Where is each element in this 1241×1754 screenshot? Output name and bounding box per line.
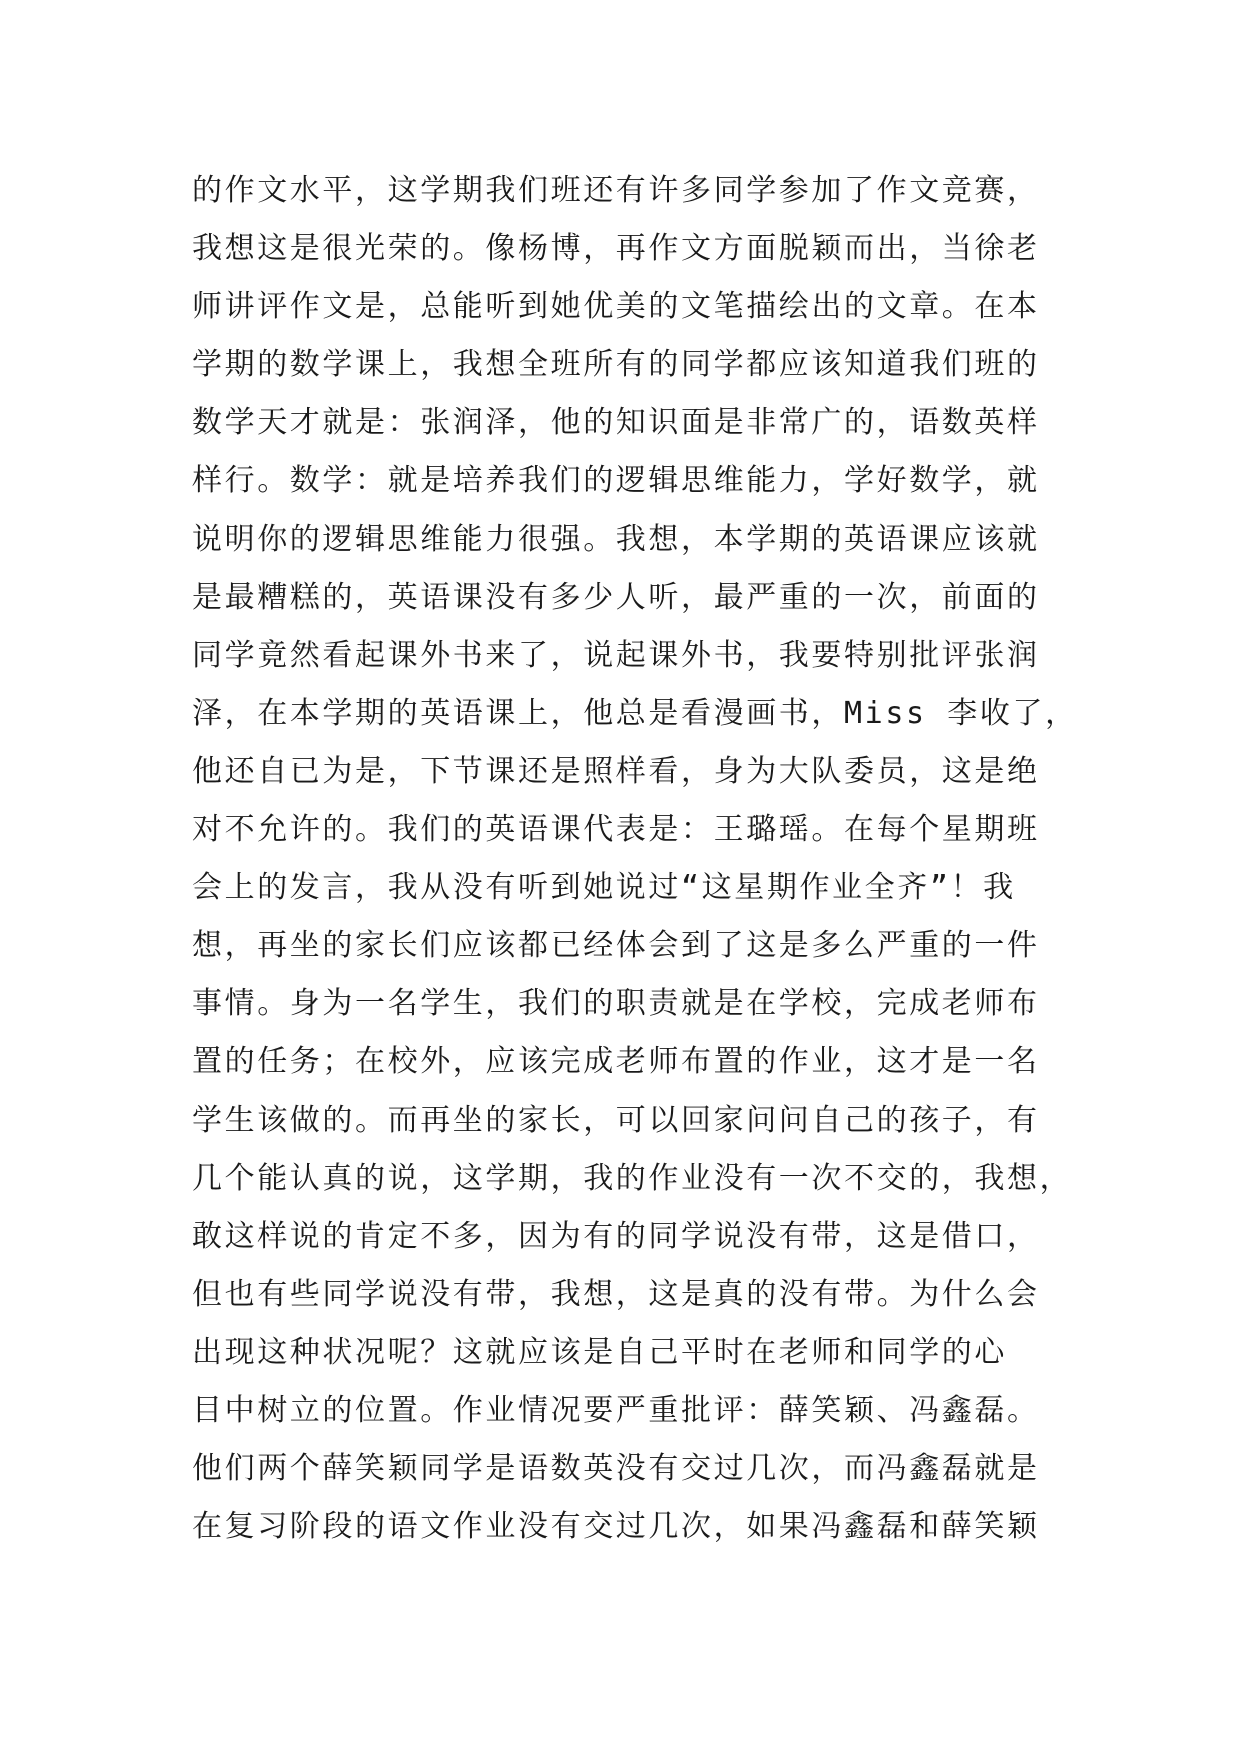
text-line: 置的任务；在校外，应该完成老师布置的作业，这才是一名 [192, 1044, 1040, 1080]
text-line: 在复习阶段的语文作业没有交过几次，如果冯鑫磊和薛笑颖 [192, 1509, 1040, 1545]
text-line: 的作文水平，这学期我们班还有许多同学参加了作文竞赛， [192, 173, 1040, 208]
text-line: 我想这是很光荣的。像杨博，再作文方面脱颖而出，当徐老 [192, 231, 1040, 267]
text-line: 目中树立的位置。作业情况要严重批评：薛笑颖、冯鑫磊。 [192, 1392, 1040, 1428]
text-line: 学生该做的。而再坐的家长，可以回家问问自己的孩子，有 [192, 1102, 1040, 1138]
body-text [192, 162, 1078, 1556]
text-line: 几个能认真的说，这学期，我的作业没有一次不交的，我想， [192, 1160, 1073, 1196]
text-line: 是最糟糕的，英语课没有多少人听，最严重的一次，前面的 [192, 579, 1040, 615]
text-line: 出现这种状况呢？这就应该是自己平时在老师和同学的心 [192, 1334, 1007, 1370]
text-line: 会上的发言，我从没有听到她说过“这星期作业全齐”！我 [192, 870, 1016, 906]
text-line: 说明你的逻辑思维能力很强。我想，本学期的英语课应该就 [192, 521, 1040, 557]
text-line: 同学竟然看起课外书来了，说起课外书，我要特别批评张润 [192, 637, 1040, 673]
text-line: 数学天才就是：张润泽，他的知识面是非常广的，语数英样 [192, 405, 1040, 441]
text-line: 但也有些同学说没有带，我想，这是真的没有带。为什么会 [192, 1276, 1040, 1312]
text-line: 想，再坐的家长们应该都已经体会到了这是多么严重的一件 [192, 928, 1040, 964]
text-line: 事情。身为一名学生，我们的职责就是在学校，完成老师布 [192, 986, 1040, 1022]
text-line: 对不允许的。我们的英语课代表是：王璐瑶。在每个星期班 [192, 812, 1040, 848]
text-line: 样行。数学：就是培养我们的逻辑思维能力，学好数学，就 [192, 463, 1040, 499]
text-line: 学期的数学课上，我想全班所有的同学都应该知道我们班的 [192, 347, 1040, 383]
text-line: 他们两个薛笑颖同学是语数英没有交过几次，而冯鑫磊就是 [192, 1451, 1040, 1487]
text-line: 他还自已为是，下节课还是照样看，身为大队委员，这是绝 [192, 753, 1040, 789]
text-line: 师讲评作文是，总能听到她优美的文笔描绘出的文章。在本 [192, 289, 1040, 325]
text-line: 泽，在本学期的英语课上，他总是看漫画书，Miss 李收了， [192, 695, 1078, 731]
text-line: 敢这样说的肯定不多，因为有的同学说没有带，这是借口， [192, 1218, 1040, 1254]
